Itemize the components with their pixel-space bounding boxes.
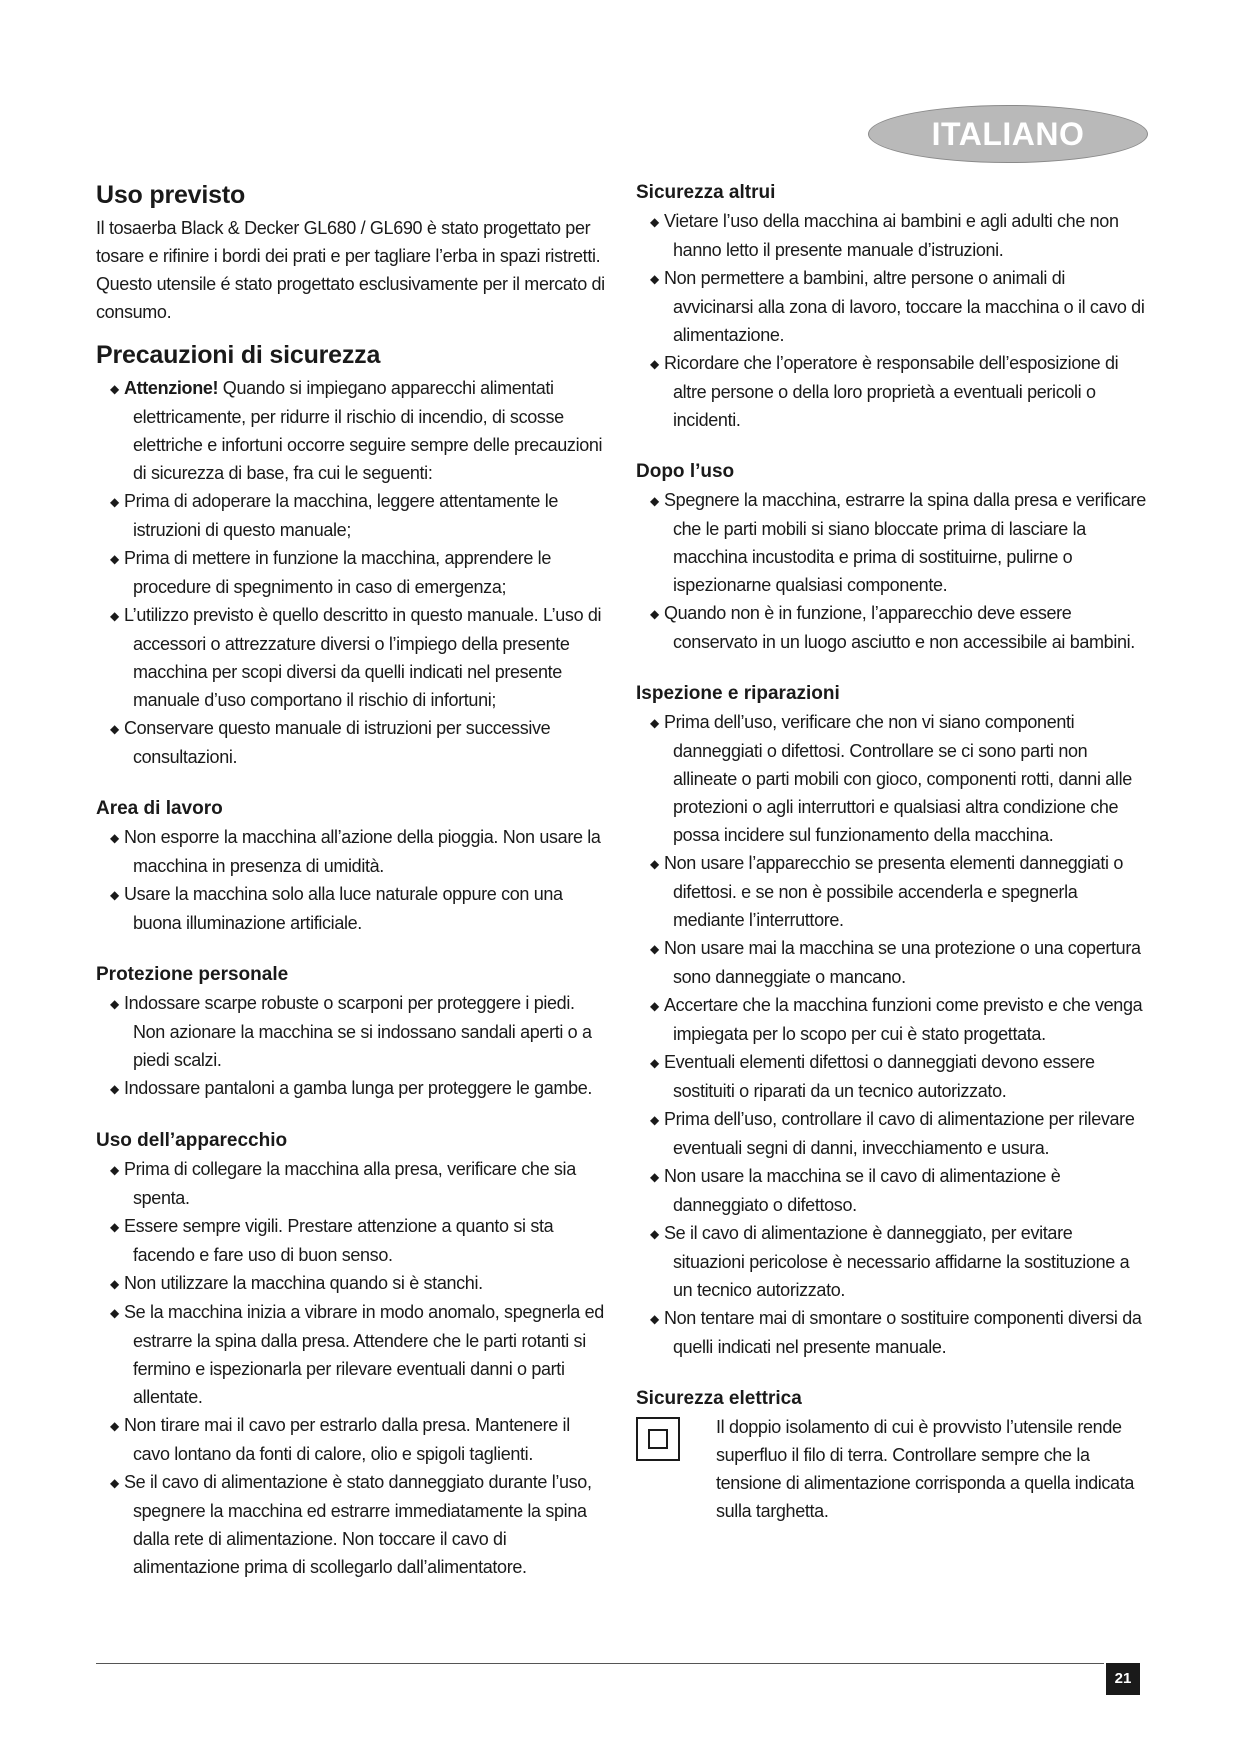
bullet-icon: ◆ (650, 1170, 659, 1184)
list-item: ◆ Non usare mai la macchina se una protezione o una copertura sono danneggiate o mancano. (636, 934, 1146, 991)
dopo-uso-list (636, 486, 1146, 656)
bullet-icon: ◆ (650, 357, 659, 371)
right-column (636, 180, 1146, 1525)
list-item: ◆ Se la macchina inizia a vibrare in modo anomalo, spegnerla ed estrarre la spina dalla presa. Attendere che le parti rotanti si fermino e ispezionarla per rilevare eventuali danni o parti allentate. (96, 1298, 606, 1411)
section-title-protezione: Protezione personale (96, 964, 289, 985)
list-item: ◆ Prima dell’uso, verificare che non vi siano componenti danneggiati o difettosi. Controllare se ci sono parti non allineate o parti mobili con gioco, componenti rotti, danni alle protezioni o agli interruttori e qualsiasi altra condizione che possa incidere sul funzionamento della macchina. (636, 708, 1146, 849)
list-item: ◆ Quando non è in funzione, l’apparecchio deve essere conservato in un luogo asciutto e non accessibile ai bambini. (636, 599, 1146, 656)
protezione-list (96, 989, 606, 1103)
bullet-icon: ◆ (650, 1312, 659, 1326)
sicurezza-elettrica-text: Il doppio isolamento di cui è provvisto l’utensile rende superfluo il filo di terra. Controllare sempre che la tensione di alimentazione corrisponda a quella indicata sulla targhetta. (716, 1417, 1135, 1521)
list-item: ◆ Indossare pantaloni a gamba lunga per proteggere le gambe. (96, 1074, 606, 1103)
list-item: ◆ Non usare la macchina se il cavo di alimentazione è danneggiato o difettoso. (636, 1162, 1146, 1219)
bullet-icon: ◆ (650, 215, 659, 229)
bullet-icon: ◆ (110, 1163, 119, 1177)
bullet-icon: ◆ (650, 494, 659, 508)
uso-previsto-text: Il tosaerba Black & Decker GL680 / GL690 è stato progettato per tosare e rifinire i bordi dei prati e per tagliare l’erba in spazi ristretti. Questo utensile é stato progettato esclusivamente per il mercato di consumo. (96, 218, 605, 322)
list-item: ◆ Non tentare mai di smontare o sostituire componenti diversi da quelli indicati nel presente manuale. (636, 1304, 1146, 1361)
list-item: ◆ L’utilizzo previsto è quello descritto in questo manuale. L’uso di accessori o attrezzature diversi o l’impiego della presente macchina per scopi diversi da quelli indicati nel presente manuale d’uso comportano il rischio di infortuni; (96, 601, 606, 714)
precauzioni-list (96, 374, 606, 771)
list-item: ◆ Attenzione! Quando si impiegano apparecchi alimentati elettricamente, per ridurre il rischio di incendio, di scosse elettriche e infortuni occorre seguire sempre delle precauzioni di sicurezza di base, fra cui le seguenti: (96, 374, 606, 487)
list-item: ◆ Prima di adoperare la macchina, leggere attentamente le istruzioni di questo manuale; (96, 487, 606, 544)
list-item: ◆ Usare la macchina solo alla luce naturale oppure con una buona illuminazione artificiale. (96, 880, 606, 937)
bullet-icon: ◆ (650, 999, 659, 1013)
bullet-icon: ◆ (650, 607, 659, 621)
ispezione-list (636, 708, 1146, 1361)
list-item: ◆ Vietare l’uso della macchina ai bambini e agli adulti che non hanno letto il presente manuale d’istruzioni. (636, 207, 1146, 264)
sicurezza-elettrica-block (636, 1413, 1146, 1525)
list-item: ◆ Non tirare mai il cavo per estrarlo dalla presa. Mantenere il cavo lontano da fonti di calore, olio e spigoli taglienti. (96, 1411, 606, 1468)
bullet-icon: ◆ (650, 716, 659, 730)
list-item: ◆ Eventuali elementi difettosi o danneggiati devono essere sostituiti o riparati da un tecnico autorizzato. (636, 1048, 1146, 1105)
bullet-icon: ◆ (110, 1476, 119, 1490)
bullet-icon: ◆ (110, 1220, 119, 1234)
warning-label: Attenzione! (124, 378, 219, 398)
bullet-icon: ◆ (650, 1056, 659, 1070)
list-item: ◆ Non esporre la macchina all’azione della pioggia. Non usare la macchina in presenza di umidità. (96, 823, 606, 880)
section-title-sicurezza-elettrica: Sicurezza elettrica (636, 1388, 802, 1409)
list-item: ◆ Prima di collegare la macchina alla presa, verificare che sia spenta. (96, 1155, 606, 1212)
bullet-icon: ◆ (110, 888, 119, 902)
bullet-icon: ◆ (110, 831, 119, 845)
bullet-icon: ◆ (110, 1277, 119, 1291)
list-item: ◆ Se il cavo di alimentazione è stato danneggiato durante l’uso, spegnere la macchina ed estrarre immediatamente la spina dalla rete di alimentazione. Non toccare il cavo di alimentazione prima di scollegarlo dall’alimentatore. (96, 1468, 606, 1581)
bullet-icon: ◆ (110, 722, 119, 736)
bullet-icon: ◆ (110, 552, 119, 566)
list-item: ◆ Prima dell’uso, controllare il cavo di alimentazione per rilevare eventuali segni di danni, invecchiamento e usura. (636, 1105, 1146, 1162)
list-item: ◆ Non permettere a bambini, altre persone o animali di avvicinarsi alla zona di lavoro, toccare la macchina o il cavo di alimentazione. (636, 264, 1146, 349)
left-column (96, 180, 606, 1581)
sicurezza-altrui-list (636, 207, 1146, 434)
area-lavoro-list (96, 823, 606, 937)
list-item: ◆ Non usare l’apparecchio se presenta elementi danneggiati o difettosi. e se non è possibile accenderla e spegnerla mediante l’interruttore. (636, 849, 1146, 934)
list-item: ◆ Se il cavo di alimentazione è danneggiato, per evitare situazioni pericolose è necessario affidarne la sostituzione a un tecnico autorizzato. (636, 1219, 1146, 1304)
section-title-sicurezza-altrui: Sicurezza altrui (636, 182, 776, 203)
list-item: ◆ Spegnere la macchina, estrarre la spina dalla presa e verificare che le parti mobili si siano bloccate prima di lasciare la macchina incustodita e prima di sostituirne, pulirne o ispezionarne qualsiasi componente. (636, 486, 1146, 599)
footer-divider (96, 1663, 1104, 1664)
list-item: ◆ Non utilizzare la macchina quando si è stanchi. (96, 1269, 606, 1298)
list-item: ◆ Indossare scarpe robuste o scarponi per proteggere i piedi. Non azionare la macchina se si indossano sandali aperti o a piedi scalzi. (96, 989, 606, 1074)
uso-apparecchio-list (96, 1155, 606, 1581)
page-number: 21 (1106, 1663, 1140, 1695)
list-item: ◆ Conservare questo manuale di istruzioni per successive consultazioni. (96, 714, 606, 771)
section-title-uso-previsto: Uso previsto (96, 181, 246, 209)
bullet-icon: ◆ (650, 1113, 659, 1127)
language-tab: ITALIANO (868, 105, 1148, 163)
bullet-icon: ◆ (110, 609, 119, 623)
list-item: ◆ Accertare che la macchina funzioni come previsto e che venga impiegata per lo scopo per cui è stato progettata. (636, 991, 1146, 1048)
bullet-icon: ◆ (110, 1306, 119, 1320)
section-title-dopo-uso: Dopo l’uso (636, 461, 735, 482)
bullet-icon: ◆ (650, 272, 659, 286)
bullet-icon: ◆ (110, 997, 119, 1011)
section-title-precauzioni: Precauzioni di sicurezza (96, 341, 381, 369)
bullet-icon: ◆ (650, 1227, 659, 1241)
bullet-icon: ◆ (650, 942, 659, 956)
list-item: ◆ Prima di mettere in funzione la macchina, apprendere le procedure di spegnimento in caso di emergenza; (96, 544, 606, 601)
bullet-icon: ◆ (110, 382, 119, 396)
section-title-uso-apparecchio: Uso dell’apparecchio (96, 1130, 288, 1151)
bullet-icon: ◆ (110, 1082, 119, 1096)
section-title-area-lavoro: Area di lavoro (96, 798, 223, 819)
list-item: ◆ Essere sempre vigili. Prestare attenzione a quanto si sta facendo e fare uso di buon senso. (96, 1212, 606, 1269)
double-insulation-icon (636, 1417, 680, 1461)
bullet-icon: ◆ (110, 1419, 119, 1433)
bullet-icon: ◆ (110, 495, 119, 509)
list-item: ◆ Ricordare che l’operatore è responsabile dell’esposizione di altre persone o della loro proprietà a eventuali pericoli o incidenti. (636, 349, 1146, 434)
section-title-ispezione: Ispezione e riparazioni (636, 683, 840, 704)
bullet-icon: ◆ (650, 857, 659, 871)
